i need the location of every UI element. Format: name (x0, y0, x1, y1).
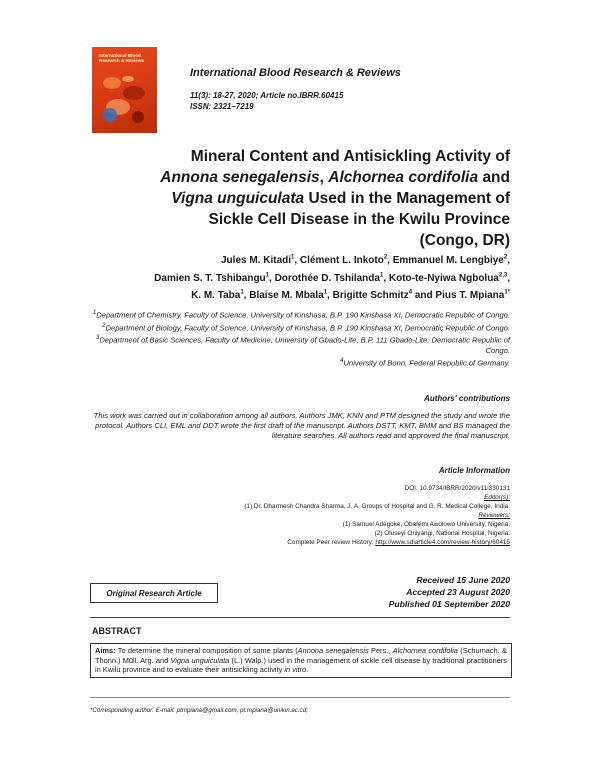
editors-label: Editor(s): (484, 494, 510, 501)
article-info-heading: Article Information (438, 466, 510, 475)
reviewer: (1) Samuel Adegoke, Obafemi Awolowo University, Nigeria. (342, 521, 510, 528)
divider (90, 617, 510, 618)
abstract-heading: ABSTRACT (92, 626, 142, 636)
author: Blaise M. Mbala$^1$, (249, 289, 333, 301)
title-line-1: Mineral Content and Antisickling Activity of (190, 148, 510, 165)
title-species-3: Vigna unguiculata (171, 190, 305, 207)
cover-title: International Blood Research & Reviews (99, 53, 144, 64)
paper-title: Mineral Content and Antisickling Activity of Annona senegalensis, Alchornea cordifolia and Vigna unguiculata Used in the Management of Sickle Cell Disease in the Kwilu Province (Congo, DR) (160, 148, 510, 249)
abstract-aims: Aims: To determine the mineral composition of some plants (Annona senegalensis Pers., Alchornea cordifolia (Schumach. & Thonn.) Müll. Arg. and Vigna unguiculata (L.) Walp.) used in the management of sickle cell disease by traditional practitioners in Kwilu province and to evaluate their antisickling activity in vitro. (90, 643, 512, 678)
published-date: Published 01 September 2020 (388, 599, 510, 609)
author: K. M. Taba$^1$, (191, 289, 250, 301)
journal-issue-info (190, 90, 343, 112)
accepted-date: Accepted 23 August 2020 (406, 587, 510, 597)
author-list (100, 251, 510, 303)
journal-cover-thumbnail (92, 47, 157, 133)
author: Jules M. Kitadi$^1$, (221, 255, 300, 267)
footnote-divider (90, 697, 510, 698)
issn: ISSN: 2321–7219 (190, 102, 254, 111)
affiliation: $^1$Department of Chemistry, Faculty of Science, University of Kinshasa, B.P. 190 Kinshasa XI, Democratic Republic of Congo. (92, 310, 510, 320)
review-history: Complete Peer review History: http://www.sdiarticle4.com/review-history/60415 (287, 539, 510, 546)
editor: (1) Dr. Dharmesh Chandra Sharma, J. A. Groups of Hospital and G. R. Medical College, India. (244, 503, 510, 510)
title-species-1: Annona senegalensis (160, 169, 320, 186)
author: Clément L. Inkoto$^2$, (299, 255, 393, 267)
citation: 11(3): 18-27, 2020; Article no.IBRR.60415 (190, 91, 344, 100)
author: Damien S. T. Tshibangu$^1$, (154, 272, 275, 284)
title-rest: Used in the Management of Sickle Cell Disease in the Kwilu Province (Congo, DR) (208, 190, 510, 249)
corresponding-author-footnote: *Corresponding author: E-mail: ptmpiana@gmail.com, pt.mpiana@unikin.ac.cd; (90, 707, 308, 714)
contributions-heading: Authors' contributions (424, 394, 510, 403)
affiliation: $^4$University of Bonn, Federal Republic of Germany. (340, 357, 510, 368)
affiliation: $^3$Department of Basic Sciences, Faculty of Medicine, University of Gbado-Lite, B.P. 111 Gbado-Lite, Democratic Republic of Congo. (95, 335, 510, 355)
reviewer: (2) Oluseyi Oniyangi, National Hospital, Nigeria. (374, 530, 510, 537)
article-info (150, 484, 510, 547)
title-species-2: Alchornea cordifolia (328, 169, 479, 186)
reviewers-label: Reviewers: (478, 512, 510, 519)
article-type-badge: Original Research Article (90, 583, 218, 603)
cover-artwork (98, 71, 152, 129)
journal-name: International Blood Research & Reviews (190, 67, 401, 79)
article-dates (389, 574, 510, 610)
doi: DOI: 10.9734/IBRR/2020/v11i330131 (404, 485, 510, 492)
review-history-link[interactable]: http://www.sdiarticle4.com/review-history/60415 (375, 539, 510, 546)
received-date: Received 15 June 2020 (416, 575, 510, 585)
affiliation: $^2$Department of Biology, Faculty of Science, University of Kinshasa, B.P. 190 Kinshasa XI, Democratic Republic of Congo. (102, 322, 510, 333)
contributions-text: This work was carried out in collaboration among all authors. Authors JMK, KNN and PTM designed the study and wrote the protocol. Authors CLI, EML and DDT wrote the first draft of the manuscript. Authors DSTT, KMT, BMM and BS managed the literature searches. All authors read and approved the final manuscript. (93, 411, 510, 440)
author: Pius T. Mpiana$^{1*}$ (435, 289, 510, 301)
affiliations (90, 308, 510, 368)
author: Dorothée D. Tshilanda$^1$, (274, 272, 389, 284)
author: Emmanuel M. Lengbiye$^2$, (392, 255, 510, 267)
title-and: and (482, 169, 510, 186)
author: Koto-te-Nyiwa Ngbolua$^{2,3}$, (388, 272, 510, 284)
author: Brigitte Schmitz$^4$ and (332, 289, 436, 301)
